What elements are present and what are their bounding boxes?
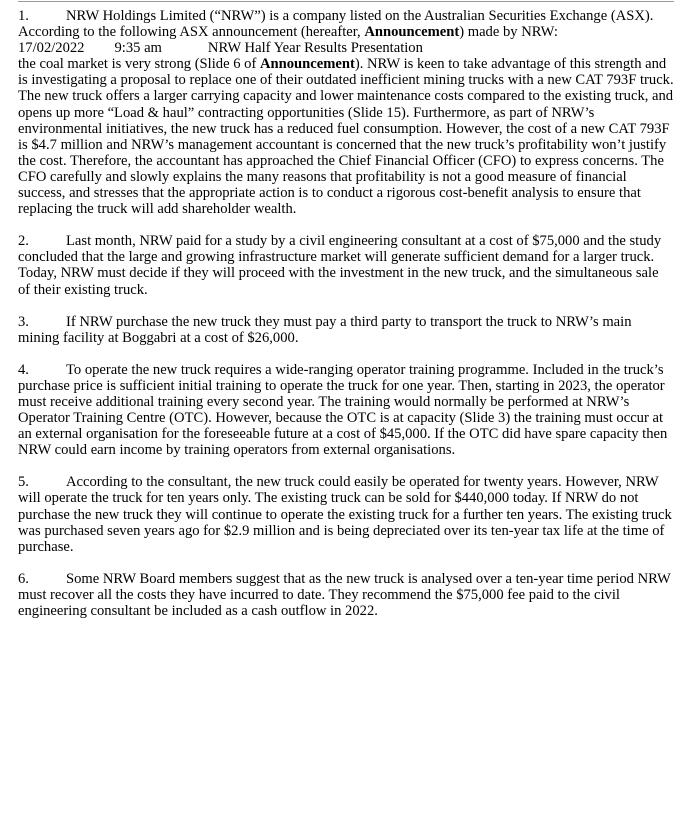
paragraph-text: Last month, NRW paid for a study by a civil engineering consultant at a cost of $75,000 and the study concluded that the large and growing infrastructure market will generate sufficient demand for a larger truck. Today, NRW must decide if they will proceed with the investment in the new truck, and the simultaneous sale of their existing truck. (18, 233, 662, 298)
paragraph-number: 5. (18, 474, 29, 491)
paragraph-number: 1. (18, 8, 29, 24)
paragraph-number: 2. (18, 233, 29, 250)
paragraph-text: To operate the new truck requires a wide-ranging operator training programme. Included in the truck’s purchase price is sufficient initial training to operate the truck for one year. Then, starting in 2023, the operator must receive additional training every second year. The training would normally be performed at NRW’s Operator Training Centre (OTC). However, because the OTC is at capacity (Slide 3) the training must occur at an external organisation for the foreseeable future at a cost of $45,000. If the OTC did have spare capacity then NRW could earn income by training operators from external organisations. (18, 361, 668, 459)
paragraph-3 (18, 314, 674, 346)
paragraph-1-body-start: the coal market is very strong (Slide 6 of (18, 56, 260, 73)
paragraph-number: 3. (18, 313, 29, 330)
top-divider (18, 1, 674, 2)
announcement-title: NRW Half Year Results Presentation (207, 40, 423, 57)
paragraph-text: If NRW purchase the new truck they must pay a third party to transport the truck to NRW’s main mining facility at Boggabri at a cost of $26,000. (18, 313, 632, 346)
paragraph-6 (18, 571, 674, 619)
paragraph-number: 4. (18, 361, 29, 378)
paragraph-2 (18, 233, 674, 297)
announcement-date: 17/02/2022 (18, 40, 85, 57)
case-study-document (18, 8, 674, 635)
announcement-term: Announcement (259, 56, 355, 73)
paragraph-number: 6. (18, 570, 29, 587)
paragraph-text: According to the consultant, the new truck could easily be operated for twenty years. However, NRW will operate the truck for ten years only. The existing truck can be sold for $440,000 today. If NRW do not purchase the new truck they will continue to operate the existing truck for a further ten years. The existing truck was purchased seven years ago for $2.9 million and is being depreciated over its ten-year tax life at the time of purchase. (18, 474, 672, 555)
paragraph-1 (18, 8, 674, 40)
paragraph-text: Some NRW Board members suggest that as the new truck is analysed over a ten-year time period NRW must recover all the costs they have incurred to date. They recommend the $75,000 fee paid to the civil engineering consultant be included as a cash outflow in 2022. (18, 570, 671, 619)
announcement-time: 9:35 am (114, 40, 162, 57)
paragraph-1-body (18, 56, 674, 217)
paragraph-5 (18, 474, 674, 554)
announcement-term: Announcement (364, 24, 460, 41)
paragraph-1-body-text: ). NRW is keen to take advantage of this strength and is investigating a proposal to replace one of their outdated inefficient mining trucks with a new CAT 793F truck. The new truck offers a larger carrying capacity and lower maintenance costs compared to the existing truck, and opens up more “Load & haul” contracting opportunities (Slide 15). Furthermore, as part of NRW’s environmental initiatives, the new truck has a reduced fuel consumption. However, the cost of a new CAT 793F is $4.7 million and NRW’s management accountant is concerned that the new truck’s profitability won’t justify the cost. Therefore, the accountant has approached the Chief Financial Officer (CFO) to express concerns. The CFO carefully and slowly explains the many reasons that profitability is not a good measure of financial success, and stresses that the appropriate action is to conduct a rigorous cost-benefit analysis to ensure that replacing the truck will add shareholder wealth. (18, 56, 674, 218)
paragraph-1-intro-end: ) made by NRW: (459, 24, 558, 41)
announcement-heading (18, 40, 674, 56)
paragraph-4 (18, 362, 674, 459)
paragraph-1-intro: NRW Holdings Limited (“NRW”) is a company listed on the Australian Securities Exchange (ASX). According to the following ASX announcement (hereafter, (18, 8, 654, 41)
